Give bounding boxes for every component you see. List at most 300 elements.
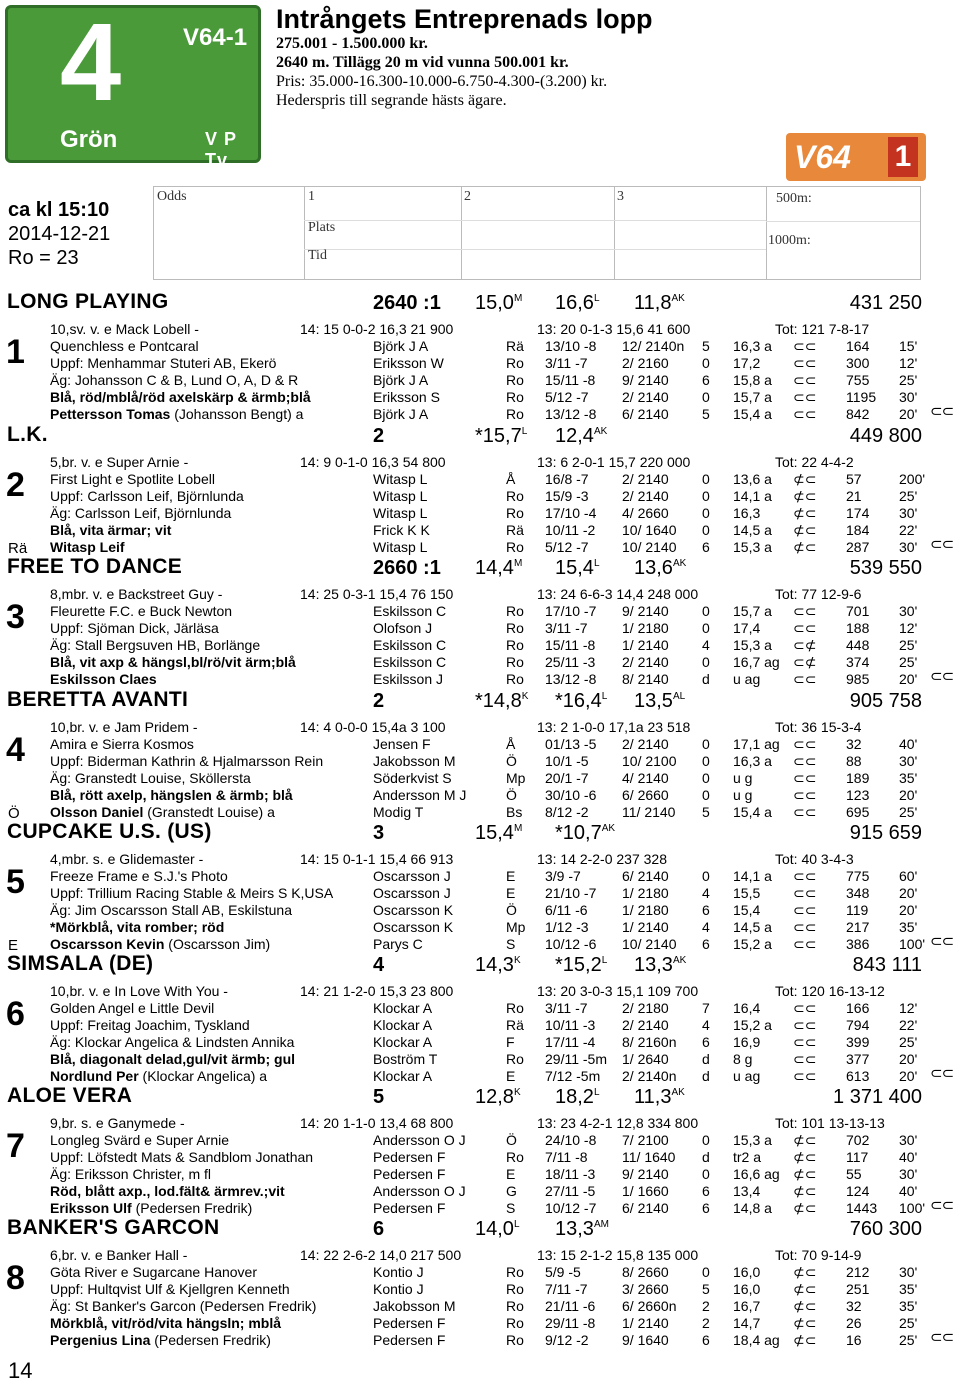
result-line xyxy=(0,1068,960,1085)
horse-name: SIMSALA (DE) xyxy=(7,952,154,975)
result-cell: d xyxy=(702,1149,710,1165)
start-distance: 5 xyxy=(373,1086,385,1108)
result-cell: 0 xyxy=(702,603,710,619)
result-cell: 15,3 a xyxy=(733,637,772,653)
result-cell: 20' xyxy=(899,406,918,422)
result-cell: 2 xyxy=(702,1298,710,1314)
result-cell: Kontio J xyxy=(373,1281,424,1297)
start-number: 2 xyxy=(6,466,25,504)
result-cell: ⊂⊂ xyxy=(793,389,817,405)
result-cell: ⊂⊂ xyxy=(793,736,817,752)
result-cell: ⊄⊂ xyxy=(793,1298,817,1314)
result-cell: 0 xyxy=(702,736,710,752)
result-cell: 17,2 xyxy=(733,355,761,371)
result-cell: Ro xyxy=(506,389,524,405)
result-cell: 35' xyxy=(899,1298,918,1314)
result-cell: Eskilsson C xyxy=(373,654,447,670)
result-cell: ⊂⊂ xyxy=(793,1068,817,1084)
result-cell: 2/ 2180 xyxy=(622,1000,669,1016)
result-cell: 1195 xyxy=(846,389,877,405)
result-cell: 2/ 2140n xyxy=(622,1068,677,1084)
result-cell: 5 xyxy=(702,406,710,422)
result-cell: Ro xyxy=(506,603,524,619)
result-cell: 2/ 2140 xyxy=(622,389,669,405)
result-cell: ⊂⊂ xyxy=(793,885,817,901)
result-cell: Amira e Sierra Kosmos xyxy=(50,736,194,752)
record-3-value: 13,5 xyxy=(634,690,673,712)
result-cell: 25' xyxy=(899,1332,918,1348)
result-cell: E xyxy=(506,868,516,884)
horse-name: ALOE VERA xyxy=(7,1084,133,1107)
result-cell: 30' xyxy=(899,753,918,769)
result-cell: E xyxy=(506,1068,516,1084)
result-line xyxy=(0,355,960,372)
result-cell: Ro xyxy=(506,1000,524,1016)
result-cell: 40' xyxy=(899,1183,918,1199)
result-cell: 12' xyxy=(899,355,918,371)
result-cell: 1/ 2180 xyxy=(622,885,669,901)
result-cell: 0 xyxy=(702,522,710,538)
result-cell: 386 xyxy=(846,936,870,952)
result-cell: 15/11 -8 xyxy=(545,637,596,653)
record-1-suffix: L xyxy=(513,1219,520,1230)
result-cell: Uppf: Carlsson Leif, Björnlunda xyxy=(50,488,244,504)
result-cell: 10/11 -2 xyxy=(545,522,596,538)
result-cell: 6/ 2140 xyxy=(622,1200,669,1216)
result-cell: 14,7 xyxy=(733,1315,761,1331)
result-cell: Pedersen F xyxy=(373,1166,446,1182)
horse-info-row xyxy=(0,454,960,471)
result-cell: Klockar A xyxy=(373,1034,433,1050)
result-cell: ⊄⊂ xyxy=(793,1200,817,1216)
result-cell: 6/ 2140 xyxy=(622,406,669,422)
result-cell: ⊂⊂ xyxy=(793,1000,817,1016)
result-cell: ⊂⊂ xyxy=(793,406,817,422)
result-cell: 16,3 a xyxy=(733,753,772,769)
result-cell: 88 xyxy=(846,753,862,769)
record-1 xyxy=(475,292,522,315)
result-cell: 7/12 -5m xyxy=(545,1068,601,1084)
horse-header-stats xyxy=(0,425,960,449)
result-cell: 4 xyxy=(702,919,710,935)
result-cell: 217 xyxy=(846,919,870,935)
result-cell: 6 xyxy=(702,1200,710,1216)
record-1-suffix: M xyxy=(513,293,523,304)
result-cell: 3/9 -7 xyxy=(545,868,581,884)
result-cell: Å xyxy=(506,736,516,752)
grid-plats-label: Plats xyxy=(308,220,336,235)
shoe-symbol: ⊂⊂ xyxy=(930,536,954,553)
horse-header-stats xyxy=(0,822,960,846)
horse-name: BERETTA AVANTI xyxy=(7,688,189,711)
horse-info-row xyxy=(0,1247,960,1264)
result-cell: 9/ 2140 xyxy=(622,1166,669,1182)
result-cell: 985 xyxy=(846,671,870,687)
record-1-value: 14,4 xyxy=(475,557,514,579)
result-cell: Boström T xyxy=(373,1051,438,1067)
pedigree: 5,br. v. e Super Arnie - xyxy=(50,454,189,470)
pedigree: 10,br. v. e In Love With You - xyxy=(50,983,228,999)
record-3-suffix: AL xyxy=(672,691,686,702)
stats-2014: 14: 15 0-0-2 16,3 21 900 xyxy=(300,321,454,337)
result-cell: 2 xyxy=(702,1315,710,1331)
race-number: 4 xyxy=(60,1,122,124)
record-2-value: 16,6 xyxy=(555,292,594,314)
result-cell: ⊂⊄ xyxy=(793,637,817,653)
result-cell: 164 xyxy=(846,338,870,354)
shoe-symbol: ⊂⊂ xyxy=(930,1329,954,1346)
result-cell: Modig T xyxy=(373,804,424,820)
result-cell: 6/ 2660n xyxy=(622,1298,677,1314)
result-cell: Ro xyxy=(506,372,524,388)
stats-2014: 14: 22 2-6-2 14,0 217 500 xyxy=(300,1247,462,1263)
result-cell: 15,4 xyxy=(733,902,761,918)
result-cell: 57 xyxy=(846,471,862,487)
record-2 xyxy=(555,557,600,580)
start-number: 6 xyxy=(6,995,25,1033)
result-cell: 32 xyxy=(846,736,862,752)
result-cell: F xyxy=(506,1034,515,1050)
result-cell: 5 xyxy=(702,1281,710,1297)
driver-trainer xyxy=(50,936,270,952)
result-cell: 25' xyxy=(899,1034,918,1050)
result-cell: 3/11 -7 xyxy=(545,620,588,636)
result-cell: 1443 xyxy=(846,1200,878,1216)
pedigree: 6,br. v. e Banker Hall - xyxy=(50,1247,188,1263)
record-1-value: 15,0 xyxy=(475,292,514,314)
result-line xyxy=(0,1034,960,1051)
result-line xyxy=(0,770,960,787)
result-cell: 14,5 a xyxy=(733,522,772,538)
result-cell: Ö xyxy=(506,1132,517,1148)
result-cell: tr2 a xyxy=(733,1149,762,1165)
result-cell: 40' xyxy=(899,736,918,752)
result-line xyxy=(0,671,960,688)
result-cell: Blå, vita ärmar; vit xyxy=(50,522,172,538)
result-cell: Longleg Svärd e Super Arnie xyxy=(50,1132,230,1148)
result-cell: 25' xyxy=(899,654,918,670)
result-cell: u g xyxy=(733,770,753,786)
result-cell: Å xyxy=(506,471,516,487)
result-line xyxy=(0,539,960,556)
result-cell: 701 xyxy=(846,603,870,619)
result-cell: Göta River e Sugarcane Hanover xyxy=(50,1264,257,1280)
record-1-value: 14,0 xyxy=(475,1218,514,1240)
result-cell: ⊂⊂ xyxy=(793,1017,817,1033)
start-time: ca kl 15:10 xyxy=(8,199,110,221)
stats-total: Tot: 36 15-3-4 xyxy=(775,719,862,735)
result-cell: 40' xyxy=(899,1149,918,1165)
result-cell: Äg: Johansson C & B, Lund O, A, D & R xyxy=(50,372,299,388)
result-cell: Oscarsson K xyxy=(373,919,454,935)
result-cell: 30' xyxy=(899,389,918,405)
result-cell: Andersson M J xyxy=(373,787,467,803)
result-cell: 5 xyxy=(702,804,710,820)
result-cell: 16,3 a xyxy=(733,338,772,354)
record-1-suffix: L xyxy=(521,426,528,437)
result-cell: 16,4 xyxy=(733,1000,761,1016)
result-cell: 30' xyxy=(899,603,918,619)
record-3-suffix: AK xyxy=(672,955,687,966)
result-cell: Blå, röd/mblå/röd axelskärp & ärmb;blå xyxy=(50,389,311,405)
driver-name: Eriksson Ulf xyxy=(50,1200,132,1216)
result-cell: 0 xyxy=(702,654,710,670)
horse-entry xyxy=(0,424,960,556)
result-line xyxy=(0,488,960,505)
result-line xyxy=(0,603,960,620)
result-cell: 0 xyxy=(702,770,710,786)
result-cell: 695 xyxy=(846,804,870,820)
result-cell: 117 xyxy=(846,1149,869,1165)
result-cell: 174 xyxy=(846,505,870,521)
record-2-suffix: L xyxy=(601,955,608,966)
result-cell: 22' xyxy=(899,1017,918,1033)
result-cell: 5/12 -7 xyxy=(545,539,589,555)
result-cell: 16,7 xyxy=(733,1298,761,1314)
result-cell: 0 xyxy=(702,355,710,371)
record-1-suffix: M xyxy=(513,558,523,569)
result-cell: 17,4 xyxy=(733,620,761,636)
result-cell: 15,2 a xyxy=(733,1017,772,1033)
result-cell: 1/ 2140 xyxy=(622,637,669,653)
result-cell: 10/11 -3 xyxy=(545,1017,596,1033)
result-cell: Ro xyxy=(506,1298,524,1314)
result-cell: 842 xyxy=(846,406,870,422)
result-cell: 15,5 xyxy=(733,885,761,901)
result-line xyxy=(0,338,960,355)
shoe-symbol: ⊂⊂ xyxy=(930,1065,954,1082)
result-cell: 377 xyxy=(846,1051,870,1067)
result-cell: Ro xyxy=(506,620,524,636)
result-cell: Eskilsson J xyxy=(373,671,444,687)
track-tag: E xyxy=(8,937,19,954)
result-cell: 9/ 2140 xyxy=(622,372,669,388)
result-cell: Ro xyxy=(506,1281,524,1297)
result-cell: Bs xyxy=(506,804,523,820)
result-cell: Mp xyxy=(506,770,526,786)
record-1 xyxy=(475,954,521,977)
record-2-value: 15,4 xyxy=(555,557,594,579)
result-cell: 0 xyxy=(702,787,710,803)
trainer-name: (Pedersen Fredrik) xyxy=(150,1332,271,1348)
result-cell: 16,0 xyxy=(733,1264,761,1280)
horse-header-stats xyxy=(0,954,960,978)
result-cell: Pedersen F xyxy=(373,1315,446,1331)
result-cell: 0 xyxy=(702,620,710,636)
result-cell: 6 xyxy=(702,902,710,918)
result-cell: 0 xyxy=(702,505,710,521)
record-2 xyxy=(555,292,600,315)
result-cell: ⊂⊂ xyxy=(793,671,817,687)
result-cell: 7/ 2100 xyxy=(622,1132,669,1148)
earnings: 843 111 xyxy=(852,954,922,976)
result-line xyxy=(0,372,960,389)
result-cell: Uppf: Sjöman Dick, Järläsa xyxy=(50,620,219,636)
race-honor-prize: Hederspris till segrande hästs ägare. xyxy=(276,92,507,109)
result-cell: Freeze Frame e S.J.'s Photo xyxy=(50,868,228,884)
result-cell: 775 xyxy=(846,868,870,884)
result-cell: 5/9 -5 xyxy=(545,1264,581,1280)
record-2-suffix: AK xyxy=(593,426,608,437)
earnings: 1 371 400 xyxy=(833,1086,922,1108)
result-cell: 8/ 2140 xyxy=(622,671,669,687)
result-cell: Jensen F xyxy=(373,736,431,752)
result-cell: 20' xyxy=(899,885,918,901)
result-line xyxy=(0,736,960,753)
horse-entry xyxy=(0,1217,960,1349)
result-cell: Blå, rött axelp, hängslen & ärmb; blå xyxy=(50,787,293,803)
result-cell: 300 xyxy=(846,355,870,371)
result-cell: 01/13 -5 xyxy=(545,736,597,752)
result-cell: 14,5 a xyxy=(733,919,772,935)
result-cell: Söderkvist S xyxy=(373,770,452,786)
result-cell: 702 xyxy=(846,1132,870,1148)
result-cell: ⊂⊂ xyxy=(793,1051,817,1067)
horse-entry xyxy=(0,689,960,821)
driver-name: Pettersson Tomas xyxy=(50,406,171,422)
horse-header-stats xyxy=(0,690,960,714)
result-cell: 15,7 a xyxy=(733,389,772,405)
result-cell: 0 xyxy=(702,389,710,405)
record-3-value: 11,3 xyxy=(634,1086,672,1108)
result-cell: u ag xyxy=(733,671,761,687)
result-cell: Ö xyxy=(506,902,517,918)
result-cell: 15,8 a xyxy=(733,372,772,388)
result-cell: ⊄⊂ xyxy=(793,471,817,487)
record-3-value: 13,3 xyxy=(634,954,673,976)
result-cell: 6/ 2140 xyxy=(622,868,669,884)
result-cell: 16 xyxy=(846,1332,862,1348)
record-2 xyxy=(555,1086,600,1109)
result-cell: 0 xyxy=(702,753,710,769)
record-2-value: 13,3 xyxy=(555,1218,594,1240)
result-cell: 1/12 -3 xyxy=(545,919,589,935)
start-distance: 2 xyxy=(373,425,385,447)
result-cell: 7 xyxy=(702,1000,710,1016)
trainer-name: (Granstedt Louise) a xyxy=(143,804,275,820)
record-2-value: *16,4 xyxy=(555,690,602,712)
result-cell: 18,4 ag xyxy=(733,1332,780,1348)
result-line xyxy=(0,919,960,936)
result-cell: 15/9 -3 xyxy=(545,488,589,504)
result-cell: Rä xyxy=(506,522,524,538)
result-cell: 13/12 -8 xyxy=(545,406,597,422)
result-cell: 8/12 -2 xyxy=(545,804,589,820)
result-cell: Pedersen F xyxy=(373,1149,446,1165)
result-cell: 2/ 2140 xyxy=(622,488,669,504)
result-cell: 25/11 -3 xyxy=(545,654,596,670)
record-2 xyxy=(555,690,607,713)
result-cell: 15,3 a xyxy=(733,1132,772,1148)
horse-info-row xyxy=(0,586,960,603)
horse-info-row xyxy=(0,1115,960,1132)
driver-trainer xyxy=(50,539,125,555)
horse-entry xyxy=(0,556,960,688)
result-cell: Klockar A xyxy=(373,1068,433,1084)
result-cell: 2/ 2160 xyxy=(622,355,669,371)
earnings: 431 250 xyxy=(849,292,922,314)
record-1 xyxy=(475,557,522,580)
result-cell: 9/ 1640 xyxy=(622,1332,669,1348)
result-line xyxy=(0,505,960,522)
stats-2013: 13: 2 1-0-0 17,1a 23 518 xyxy=(537,719,691,735)
result-line xyxy=(0,804,960,821)
record-2 xyxy=(555,954,607,977)
stats-2013: 13: 20 0-1-3 15,6 41 600 xyxy=(537,321,691,337)
result-cell: 30' xyxy=(899,1166,918,1182)
track-tag: Ö xyxy=(8,805,20,822)
result-cell: Ro xyxy=(506,539,524,555)
result-cell: 12/ 2140n xyxy=(622,338,685,354)
shoe-symbol: ⊂⊂ xyxy=(930,668,954,685)
start-distance: 4 xyxy=(373,954,385,976)
result-line xyxy=(0,936,960,953)
record-2-suffix: L xyxy=(593,293,600,304)
earnings: 449 800 xyxy=(849,425,922,447)
driver-trainer xyxy=(50,671,157,687)
result-cell: 2/ 2140 xyxy=(622,1017,669,1033)
result-cell: ⊂⊄ xyxy=(793,654,817,670)
result-cell: 24/10 -8 xyxy=(545,1132,597,1148)
pedigree: 10,sv. v. e Mack Lobell - xyxy=(50,321,199,337)
race-color: Grön xyxy=(60,126,118,153)
record-2-value: 12,4 xyxy=(555,425,594,447)
stats-total: Tot: 77 12-9-6 xyxy=(775,586,862,602)
stats-2014: 14: 20 1-1-0 13,4 68 800 xyxy=(300,1115,454,1131)
result-cell: 1/ 2140 xyxy=(622,919,669,935)
record-1-suffix: M xyxy=(513,823,523,834)
horse-info-row xyxy=(0,719,960,736)
result-cell: Witasp L xyxy=(373,539,428,555)
result-cell: Klockar A xyxy=(373,1017,433,1033)
race-bet-types: V P Tv xyxy=(205,129,237,170)
record-2-suffix: L xyxy=(601,691,608,702)
trainer-name: (Oscarsson Jim) xyxy=(164,936,271,952)
result-cell: Äg: Jim Oscarsson Stall AB, Eskilstuna xyxy=(50,902,292,918)
result-cell: 4 xyxy=(702,637,710,653)
result-cell: 100' xyxy=(899,936,926,952)
result-cell: 15,4 a xyxy=(733,406,772,422)
result-cell: 8 g xyxy=(733,1051,753,1067)
result-cell: Ro xyxy=(506,1264,524,1280)
result-cell: 16,0 xyxy=(733,1281,761,1297)
result-line xyxy=(0,1166,960,1183)
result-cell: 16,9 xyxy=(733,1034,761,1050)
result-cell: 8/ 2660 xyxy=(622,1264,669,1280)
result-cell: 15,3 a xyxy=(733,539,772,555)
stats-2014: 14: 21 1-2-0 15,3 23 800 xyxy=(300,983,454,999)
start-distance: 2660 :1 xyxy=(373,557,441,579)
result-cell: Björk J A xyxy=(373,406,429,422)
result-cell: 15/11 -8 xyxy=(545,372,596,388)
result-cell: 188 xyxy=(846,620,870,636)
result-cell: ⊂⊂ xyxy=(793,770,817,786)
result-cell: Äg: Klockar Angelica & Lindsten Annika xyxy=(50,1034,295,1050)
result-cell: Ö xyxy=(506,787,517,803)
result-cell: 17/10 -4 xyxy=(545,505,597,521)
result-line xyxy=(0,787,960,804)
pedigree: 9,br. s. e Ganymede - xyxy=(50,1115,185,1131)
result-cell: 0 xyxy=(702,1132,710,1148)
trainer-name: (Pedersen Fredrik) xyxy=(131,1200,253,1216)
grid-odds-label: Odds xyxy=(157,189,187,204)
result-cell: S xyxy=(506,936,516,952)
driver-name: Olsson Daniel xyxy=(50,804,144,820)
start-distance: 6 xyxy=(373,1218,385,1240)
result-cell: 32 xyxy=(846,1298,862,1314)
result-cell: Eriksson S xyxy=(373,389,440,405)
result-cell: 0 xyxy=(702,1264,710,1280)
